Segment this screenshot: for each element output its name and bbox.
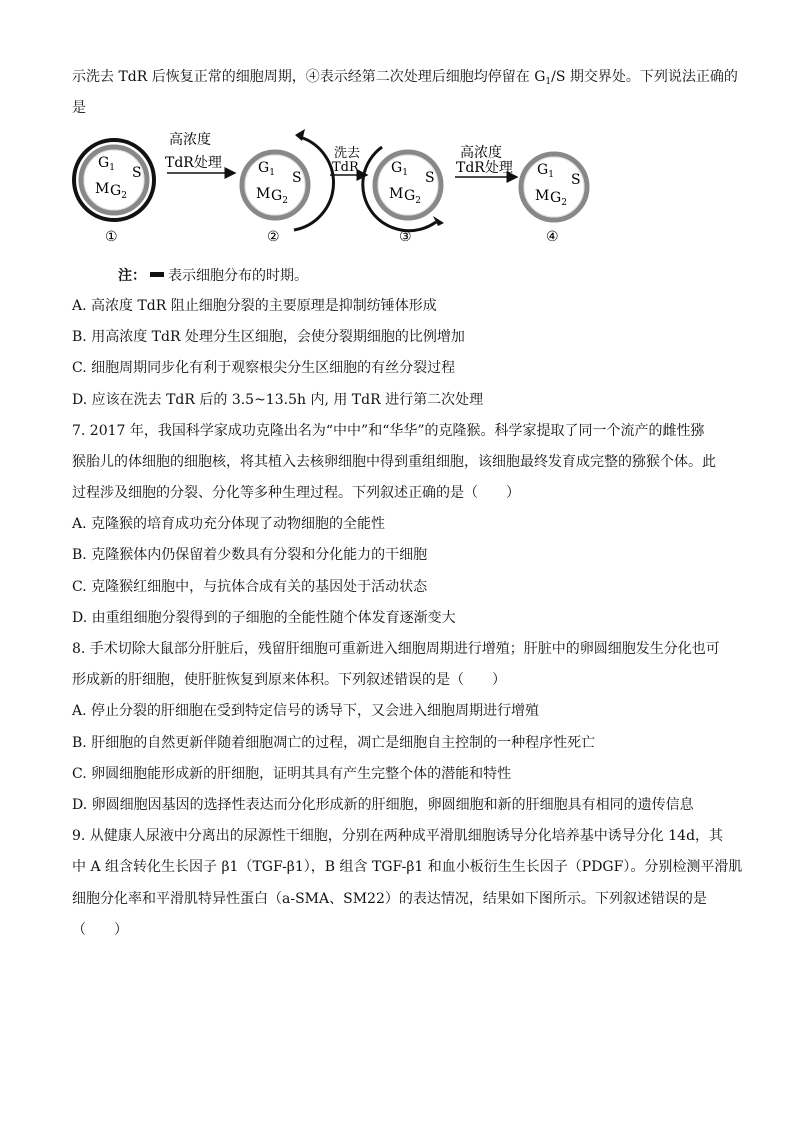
note-prefix: 注： (118, 268, 146, 284)
phase-g2: $G_2$ (271, 188, 288, 206)
q8-option-b: B. 肝细胞的自然更新伴随着细胞凋亡的过程，凋亡是细胞自主控制的一种程序性死亡 (72, 735, 596, 751)
intro-text-a: 示洗去 TdR 后恢复正常的细胞周期，④表示经第二次处理后细胞均停留在 G (72, 69, 546, 85)
q7-stem-line-3: 过程涉及细胞的分裂、分化等多种生理过程。下列叙述正确的是（ ） (72, 485, 520, 501)
intro-subscript: 1 (545, 77, 552, 87)
q7-stem-line-1: 7. 2017 年，我国科学家成功克隆出名为“中中”和“华华”的克隆猴。科学家提取了同一个流产的雌性猕 (72, 423, 705, 439)
q8-stem-line-1: 8. 手术切除大鼠部分肝脏后，残留肝细胞可重新进入细胞周期进行增殖；肝脏中的卵圆细胞发生分化也可 (72, 641, 720, 657)
phase-g1: $G_1$ (258, 160, 275, 178)
bar-legend-icon (150, 272, 164, 277)
cell-cycle-4 (521, 154, 587, 220)
q7-stem-line-2: 猴胎儿的体细胞的细胞核，将其植入去核卵细胞中得到重组细胞，该细胞最终发育成完整的猕猴个体。此 (72, 454, 716, 470)
q6-option-a: A. 高浓度 TdR 阻止细胞分裂的主要原理是抑制纺锤体形成 (72, 298, 437, 314)
q9-stem-line-3: 细胞分化率和平滑肌特异性蛋白（a-SMA、SM22）的表达情况，结果如下图所示。下列叙述错误的是 (72, 891, 707, 907)
figure-note (118, 266, 308, 286)
figure-label-2: ② (267, 229, 280, 245)
q7-option-b: B. 克隆猴体内仍保留着少数具有分裂和分化能力的干细胞 (72, 547, 428, 563)
phase-g2: $G_2$ (110, 183, 127, 201)
phase-g1: $G_1$ (391, 160, 408, 178)
arrow-1-label-top: 高浓度 (169, 132, 211, 148)
q8-option-d: D. 卵圆细胞因基因的选择性表达而分化形成新的肝细胞，卵圆细胞和新的肝细胞具有相同的遗传信息 (72, 797, 694, 813)
cell-cycle-3 (363, 147, 444, 231)
arrow-3-label-top: 高浓度 (460, 145, 502, 161)
figure-label-4: ④ (546, 229, 559, 245)
q7-option-d: D. 由重组细胞分裂得到的子细胞的全能性随个体发育逐渐变大 (72, 610, 456, 626)
q6-option-d: D. 应该在洗去 TdR 后的 3.5~13.5h 内, 用 TdR 进行第二次处理 (72, 392, 484, 408)
q7-option-a: A. 克隆猴的培育成功充分体现了动物细胞的全能性 (72, 516, 386, 532)
q6-option-c: C. 细胞周期同步化有利于观察根尖分生区细胞的有丝分裂过程 (72, 360, 456, 376)
phase-m: M (95, 181, 110, 197)
q8-option-a: A. 停止分裂的肝细胞在受到特定信号的诱导下，又会进入细胞周期进行增殖 (72, 703, 540, 719)
q6-option-b: B. 用高浓度 TdR 处理分生区细胞，会使分裂期细胞的比例增加 (72, 329, 465, 345)
q8-stem-line-2: 形成新的肝细胞，使肝脏恢复到原来体积。下列叙述错误的是（ ） (72, 672, 506, 688)
q9-stem-line-2: 中 A 组含转化生长因子 β1（TGF-β1），B 组含 TGF-β1 和血小板衍生生长因子（PDGF）。分别检测平滑肌 (72, 859, 743, 875)
q8-option-c: C. 卵圆细胞能形成新的肝细胞，证明其具有产生完整个体的潜能和特性 (72, 766, 512, 782)
cell-cycle-figure (72, 127, 732, 253)
phase-s: S (292, 170, 302, 186)
phase-m: M (256, 186, 271, 202)
phase-m: M (389, 186, 404, 202)
intro-line-2: 是 (72, 100, 86, 116)
phase-s: S (425, 170, 435, 186)
q7-option-c: C. 克隆猴红细胞中，与抗体合成有关的基因处于活动状态 (72, 579, 428, 595)
arrow-1-label-bottom: TdR处理 (165, 155, 222, 171)
q9-stem-line-1: 9. 从健康人尿液中分离出的尿源性干细胞，分别在两种成平滑肌细胞诱导分化培养基中诱导分化 14d，其 (72, 828, 724, 844)
phase-g2: $G_2$ (404, 188, 421, 206)
figure-label-1: ① (105, 229, 118, 245)
cell-cycle-2 (242, 129, 334, 230)
intro-text-b: /S 期交界处。下列说法正确的 (551, 69, 738, 85)
note-text: 表示细胞分布的时期。 (168, 268, 308, 284)
phase-g1: $G_1$ (98, 155, 115, 173)
arrow-2-label-bottom: TdR (332, 160, 359, 175)
arrow-2-label-top: 洗去 (334, 146, 361, 161)
arrow-2 (330, 145, 367, 175)
phase-s: S (571, 172, 581, 188)
figure-label-3: ③ (399, 229, 412, 245)
phase-m: M (535, 188, 550, 204)
intro-line-1 (72, 67, 738, 92)
phase-g2: $G_2$ (550, 190, 567, 208)
arrow-1 (165, 131, 235, 173)
arrow-3-label-bottom: TdR处理 (456, 160, 513, 176)
q9-stem-line-4: （ ） (72, 922, 128, 938)
phase-g1: $G_1$ (537, 162, 554, 180)
phase-s: S (132, 165, 142, 181)
cell-cycle-1 (74, 140, 154, 220)
arrow-3 (455, 144, 517, 177)
